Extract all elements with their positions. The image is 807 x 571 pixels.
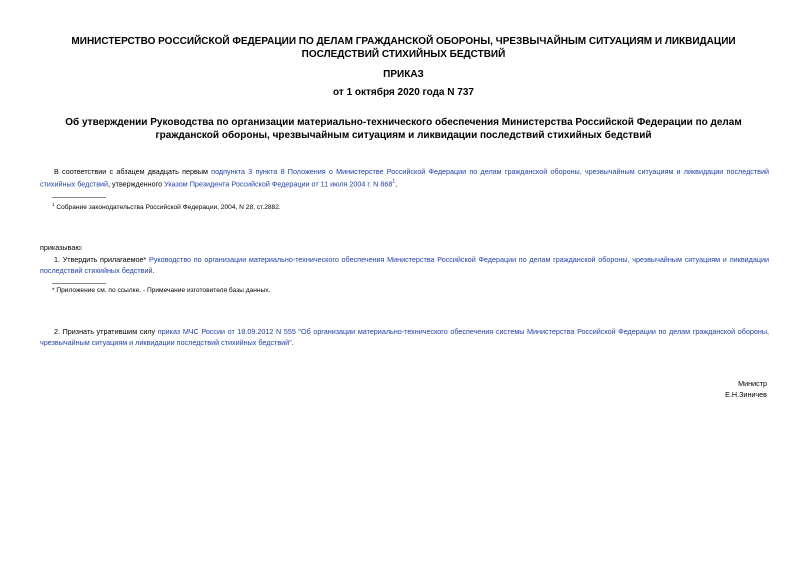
document-date: от 1 октября 2020 года N 737 bbox=[333, 87, 474, 98]
item-1-paragraph bbox=[40, 254, 769, 276]
footnote-divider-1 bbox=[52, 197, 106, 198]
document-type: ПРИКАЗ bbox=[383, 69, 424, 80]
preamble-paragraph bbox=[40, 166, 769, 189]
ministry-title: МИНИСТЕРСТВО РОССИЙСКОЙ ФЕДЕРАЦИИ ПО ДЕЛАМ ГРАЖДАНСКОЙ ОБОРОНЫ, ЧРЕЗВЫЧАЙНЫМ СИТУАЦИЯМ И ЛИКВИДАЦИИ ПОСЛЕДСТВИЙ СТИХИЙНЫХ БЕДСТВИЙ bbox=[71, 36, 736, 60]
footnote-1 bbox=[52, 200, 281, 213]
footnote-1-text: Собрание законодательства Российской Федерации, 2004, N 28, ст.2882. bbox=[54, 204, 281, 212]
item-1-guide-link[interactable]: Руководство по организации материально-технического обеспечения Министерства Российской Федерации по делам гражданской обороны, чрезвычайным ситуациям и ликвидации последствий стихийных бедствий bbox=[40, 255, 769, 275]
signature-name: Е.Н.Зиничев bbox=[725, 390, 767, 399]
preamble-text-before: В соответствии с абзацем двадцать первым bbox=[54, 167, 212, 176]
signature-position: Министр bbox=[738, 379, 767, 388]
footnote-1-reference[interactable]: 1 bbox=[392, 179, 396, 185]
item-2-paragraph bbox=[40, 326, 769, 348]
preamble-text-after: , bbox=[395, 179, 398, 189]
document-subject: Об утверждении Руководства по организации материально-технического обеспечения Министерства Российской Федерации по делам гражданской обороны, чрезвычайным ситуациям и ликвидации последствий стихийных бедствий bbox=[65, 117, 742, 141]
preamble-decree-link[interactable]: Указом Президента Российской Федерации от 11 июля 2004 г. N 868 bbox=[164, 179, 393, 189]
item-2-order-link[interactable]: приказ МЧС России от 18.09.2012 N 555 "Об организации материально-технического обеспечения системы Министерства Российской Федерации по делам гражданской обороны, чрезвычайным ситуациям и ликвидации последствий стихийных бедствий" bbox=[40, 327, 769, 347]
footnote-divider-2 bbox=[52, 283, 106, 284]
item-1-text-before: 1. Утвердить прилагаемое* bbox=[54, 255, 150, 264]
footnote-1-mark: 1 bbox=[52, 202, 55, 207]
item-1-text-after: . bbox=[152, 266, 155, 275]
item-2-text-before: 2. Признать утратившим силу bbox=[54, 327, 158, 336]
preamble-regulation-link[interactable]: подпункта 3 пункта 8 Положения о Министерстве Российской Федерации по делам гражданской обороны, чрезвычайным ситуациям и ликвидации последствий стихийных бедствий bbox=[40, 167, 769, 189]
order-word: приказываю: bbox=[40, 243, 83, 252]
footnote-2: * Приложение см. по ссылке. - Примечание изготовителя базы данных. bbox=[52, 287, 271, 294]
preamble-text-middle: , утвержденного bbox=[108, 179, 165, 189]
item-2-text-after: . bbox=[291, 338, 294, 347]
